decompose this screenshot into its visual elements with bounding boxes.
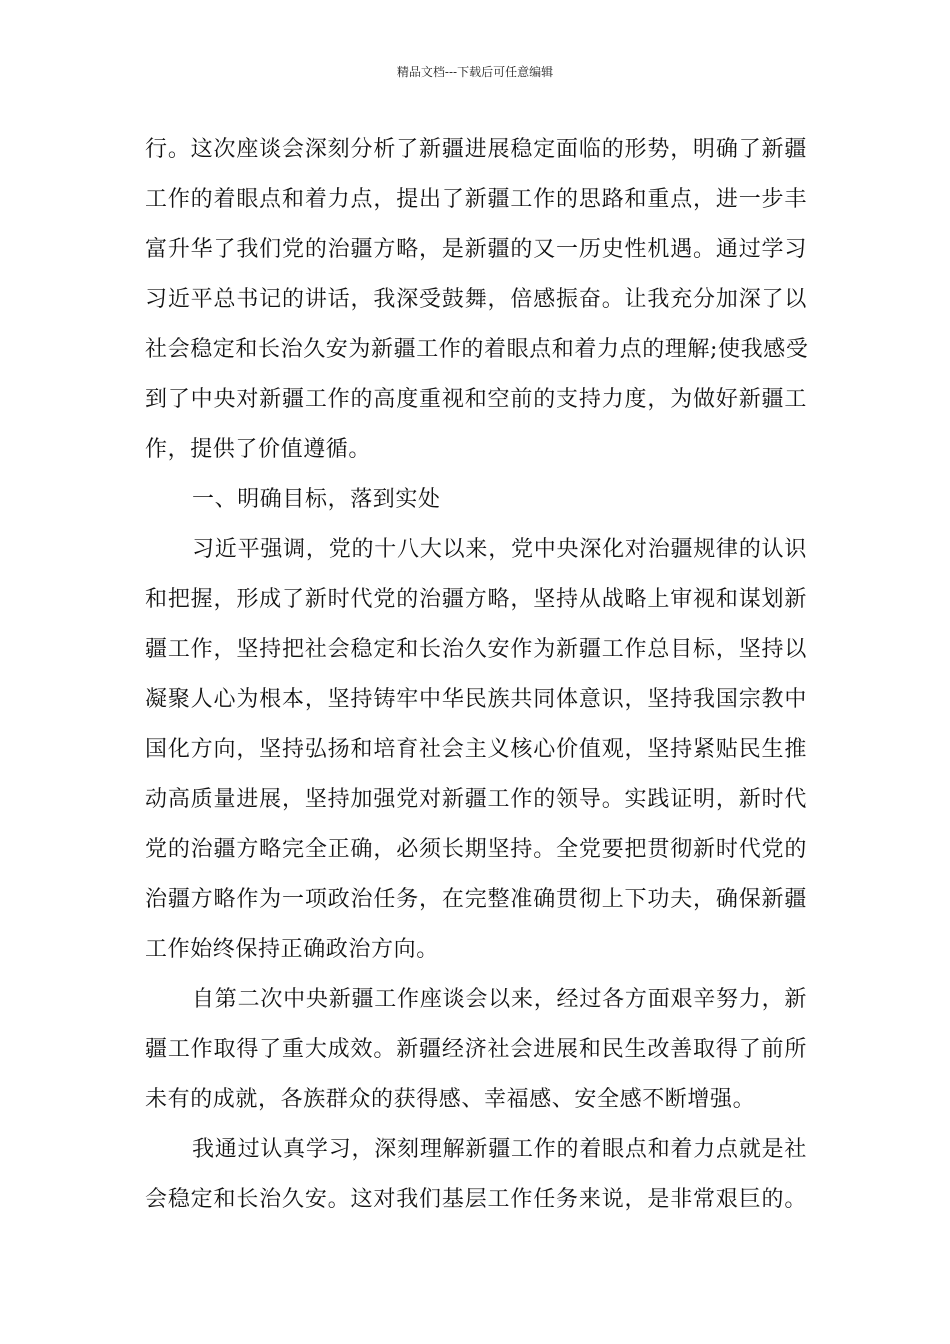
text-line: 作，提供了价值遵循。: [145, 437, 372, 462]
text-line: 我通过认真学习，深刻理解新疆工作的着眼点和着力点就是社: [192, 1137, 807, 1162]
text-line: 富升华了我们党的治疆方略，是新疆的又一历史性机遇。通过学习: [145, 237, 807, 262]
text-line: 凝聚人心为根本，坚持铸牢中华民族共同体意识，坚持我国宗教中: [145, 687, 807, 712]
text-line: 自第二次中央新疆工作座谈会以来，经过各方面艰辛努力，新: [192, 987, 807, 1012]
text-line: 疆工作，坚持把社会稳定和长治久安作为新疆工作总目标，坚持以: [145, 637, 807, 662]
text-line: 行。这次座谈会深刻分析了新疆进展稳定面临的形势，明确了新疆: [145, 137, 807, 162]
text-line: 和把握，形成了新时代党的治疆方略，坚持从战略上审视和谋划新: [145, 587, 807, 612]
page-header: 精品文档---下载后可任意编辑: [396, 65, 554, 79]
text-line: 会稳定和长治久安。这对我们基层工作任务来说，是非常艰巨的。: [145, 1187, 807, 1212]
text-line: 国化方向，坚持弘扬和培育社会主义核心价值观，坚持紧贴民生推: [145, 737, 807, 762]
text-line: 工作始终保持正确政治方向。: [145, 937, 439, 962]
section-heading: 一、明确目标，落到实处: [192, 487, 441, 512]
text-line: 未有的成就，各族群众的获得感、幸福感、安全感不断增强。: [145, 1087, 756, 1112]
text-line: 疆工作取得了重大成效。新疆经济社会进展和民生改善取得了前所: [145, 1037, 807, 1062]
text-line: 工作的着眼点和着力点，提出了新疆工作的思路和重点，进一步丰: [145, 187, 807, 212]
text-line: 动高质量进展，坚持加强党对新疆工作的领导。实践证明，新时代: [145, 787, 807, 812]
text-line: 习近平总书记的讲话，我深受鼓舞，倍感振奋。让我充分加深了以: [145, 287, 807, 312]
text-line: 党的治疆方略完全正确，必须长期坚持。全党要把贯彻新时代党的: [145, 837, 807, 862]
text-line: 习近平强调，党的十八大以来，党中央深化对治疆规律的认识: [192, 537, 807, 562]
text-line: 治疆方略作为一项政治任务，在完整准确贯彻上下功夫，确保新疆: [145, 887, 807, 912]
text-line: 社会稳定和长治久安为新疆工作的着眼点和着力点的理解;使我感受: [145, 337, 809, 362]
text-line: 到了中央对新疆工作的高度重视和空前的支持力度，为做好新疆工: [145, 387, 807, 412]
